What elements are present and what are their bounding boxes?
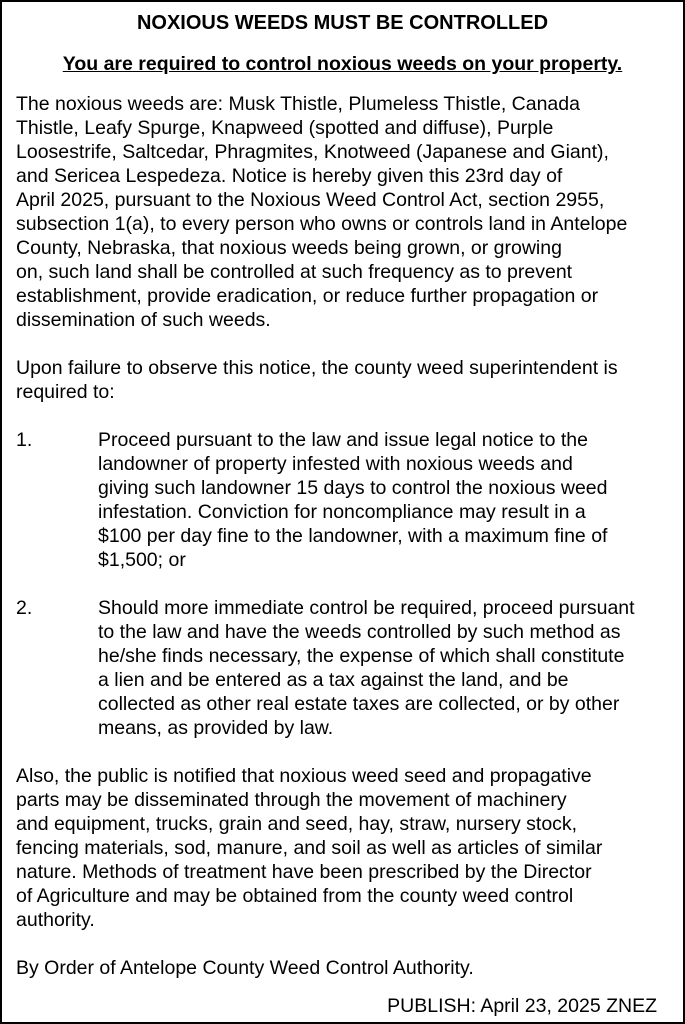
item-line: to the law and have the weeds controlled by such method as [98, 621, 621, 643]
item-line: $1,500; or [98, 549, 186, 571]
paragraph-line: on, such land shall be controlled at such frequency as to prevent [16, 261, 573, 283]
paragraph-line: and Sericea Lespedeza. Notice is hereby given this 23rd day of [16, 165, 563, 187]
item-number: 2. [16, 597, 33, 619]
item-line: landowner of property infested with noxious weeds and [98, 453, 573, 475]
paragraph-line: fencing materials, sod, manure, and soil as well as articles of similar [16, 837, 603, 859]
item-line: Should more immediate control be required, proceed pursuant [98, 597, 635, 619]
paragraph-line: subsection 1(a), to every person who owns or controls land in Antelope [16, 213, 628, 235]
item-line: means, as provided by law. [98, 717, 334, 739]
paragraph-line: and equipment, trucks, grain and seed, hay, straw, nursery stock, [16, 813, 578, 835]
paragraph-line: Thistle, Leafy Spurge, Knapweed (spotted and diffuse), Purple [16, 117, 554, 139]
paragraph-line: Also, the public is notified that noxious weed seed and propagative [16, 765, 592, 787]
item-number: 1. [16, 429, 33, 451]
publish-line: PUBLISH: April 23, 2025 ZNEZ [387, 995, 657, 1017]
paragraph-line: parts may be disseminated through the movement of machinery [16, 789, 567, 811]
intro-paragraph [16, 92, 669, 332]
item-line: $100 per day fine to the landowner, with a maximum fine of [98, 525, 608, 547]
item-line: giving such landowner 15 days to control the noxious weed [98, 477, 608, 499]
item-text [98, 428, 669, 572]
item-line: a lien and be entered as a tax against the land, and be [98, 669, 569, 691]
paragraph-line: County, Nebraska, that noxious weeds being grown, or growing [16, 237, 562, 259]
public-notice-paragraph [16, 764, 669, 932]
item-line: he/she finds necessary, the expense of which shall constitute [98, 645, 625, 667]
paragraph-line: The noxious weeds are: Musk Thistle, Plumeless Thistle, Canada [16, 93, 580, 115]
paragraph-line: dissemination of such weeds. [16, 309, 271, 331]
notice-subtitle: You are required to control noxious weeds on your property. [62, 53, 623, 75]
paragraph-line: of Agriculture and may be obtained from the county weed control [16, 885, 574, 907]
item-line: infestation. Conviction for noncompliance may result in a [98, 501, 586, 523]
paragraph-line: Loosestrife, Saltcedar, Phragmites, Knotweed (Japanese and Giant), [16, 141, 609, 163]
paragraph-line: nature. Methods of treatment have been prescribed by the Director [16, 861, 592, 883]
item-text [98, 596, 669, 740]
paragraph-line: establishment, provide eradication, or reduce further propagation or [16, 285, 599, 307]
notice-title: NOXIOUS WEEDS MUST BE CONTROLLED [136, 12, 549, 34]
item-line: Proceed pursuant to the law and issue legal notice to the [98, 429, 588, 451]
numbered-item-2 [16, 596, 669, 740]
paragraph-line: Upon failure to observe this notice, the county weed superintendent is [16, 357, 618, 379]
paragraph-line: authority. [16, 909, 95, 931]
signoff: By Order of Antelope County Weed Control Authority. [16, 957, 474, 979]
item-line: collected as other real estate taxes are collected, or by other [98, 693, 620, 715]
paragraph-line: April 2025, pursuant to the Noxious Weed Control Act, section 2955, [16, 189, 605, 211]
numbered-item-1 [16, 428, 669, 572]
failure-paragraph [16, 356, 669, 404]
paragraph-line: required to: [16, 381, 115, 403]
